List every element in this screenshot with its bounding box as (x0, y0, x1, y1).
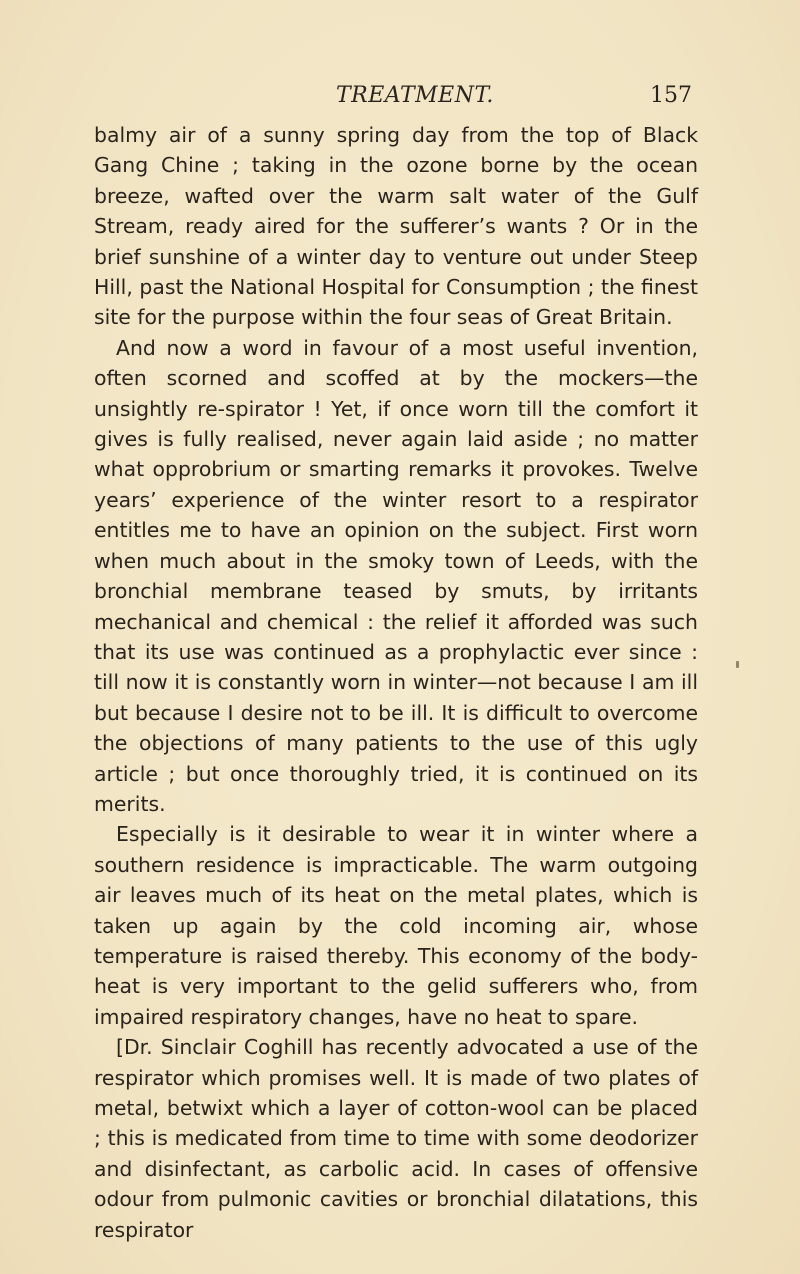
margin-ink-mark (736, 661, 739, 668)
page-number: 157 (650, 83, 692, 108)
paragraph-respirator: And now a word in favour of a most useful invention, often scorned and scoffed at by the mockers—the unsightly re-spirator ! Yet, if once worn till the comfort it gives is fully realised, never again laid aside ; no matter what opprobrium or smarting remarks it provokes. Twelve years’ experience of the winter resort to a respirator entitles me to have an opinion on the subject. First worn when much about in the smoky town of Leeds, with the bronchial membrane teased by smuts, by irritants mechanical and chemical : the relief it afforded was such that its use was continued as a prophylactic ever since : till now it is constantly worn in winter—not because I am ill but because I desire not to be ill. It is difficult to overcome the objections of many patients to the use of this ugly article ; but once thoroughly tried, it is continued on its merits. (94, 335, 698, 816)
paragraph-coghill-note: [Dr. Sinclair Coghill has recently advocated a use of the respirator which promises well. It is made of two plates of metal, betwixt which a layer of cotton-wool can be placed ; this is medicated from time to time with some deodorizer and disinfectant, as carbolic acid. In cases of offensive odour from pulmonic cavities or bronchial dilatations, this respirator (94, 1035, 698, 1242)
paragraph-winter-use: Especially is it desirable to wear it in winter where a southern residence is impracticable. The warm outgoing air leaves much of its heat on the metal plates, which is taken up again by the cold incoming air, whose temperature is raised thereby. This economy of the body-heat is very important to the gelid sufferers who, from impaired respiratory changes, have no heat to spare. (94, 822, 698, 1029)
running-head (112, 80, 692, 116)
paragraph-continued: balmy air of a sunny spring day from the top of Black Gang Chine ; taking in the ozone borne by the ocean breeze, wafted over the warm salt water of the Gulf Stream, ready aired for the sufferer’s wants ? Or in the brief sunshine of a winter day to venture out under Steep Hill, past the National Hospital for Consumption ; the finest site for the purpose within the four seas of Great Britain. (94, 123, 698, 330)
running-head-title: TREATMENT. (336, 83, 494, 108)
body-text (94, 120, 698, 1245)
